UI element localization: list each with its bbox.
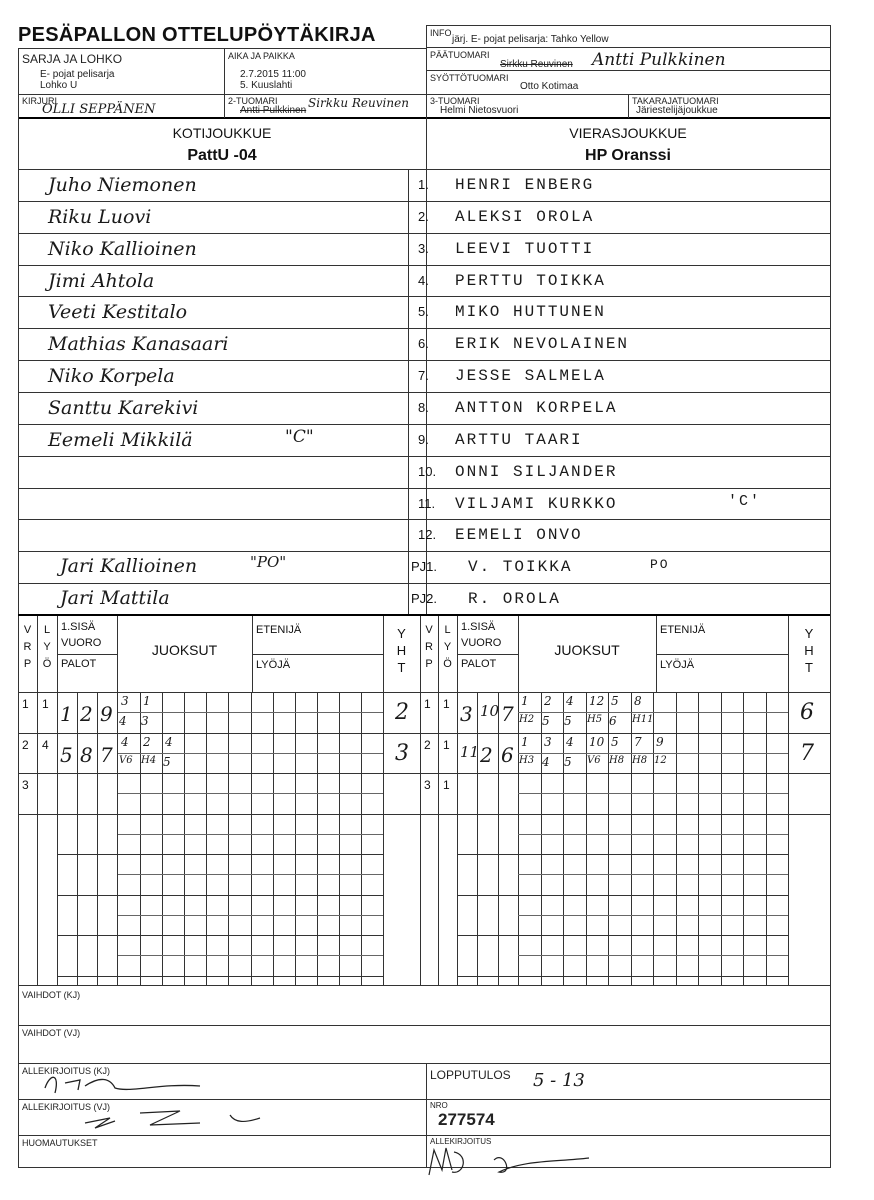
away-run-bottom: H8 <box>609 755 625 766</box>
home-period-number: 1 <box>22 697 29 711</box>
takarajatuomari-value: Järiestelijäjoukkue <box>636 105 718 116</box>
home-hdr-yht-3: T <box>397 660 406 675</box>
row-number: 6. <box>418 336 429 351</box>
away-run-top: 1 <box>521 694 529 708</box>
home-captain-mark: "C" <box>285 427 314 447</box>
home-player: Jimi Ahtola <box>48 270 155 292</box>
away-hdr-l: L <box>444 624 451 636</box>
away-hdr-sisa2: VUORO <box>461 637 502 649</box>
allekirjoitus-kj-label: ALLEKIRJOITUS (KJ) <box>22 1066 111 1076</box>
home-hdr-lyoja: LYÖJÄ <box>256 659 291 671</box>
away-hdr-yht-3: T <box>805 660 813 675</box>
away-hdr-juoksut: JUOKSUT <box>554 642 620 658</box>
away-player: LEEVI TUOTTI <box>455 240 595 258</box>
home-hdr-juoksut: JUOKSUT <box>151 642 218 658</box>
away-team-name: HP Oranssi <box>585 147 671 164</box>
sarja-value-2: Lohko U <box>40 80 78 91</box>
lopputulos-value: 5 - 13 <box>533 1070 585 1091</box>
lopputulos-label: LOPPUTULOS <box>430 1068 511 1082</box>
row-number: 11. <box>418 496 436 511</box>
home-player: Mathias Kanasaari <box>48 333 229 355</box>
home-hdr-etenija: ETENIJÄ <box>256 624 302 636</box>
aika-label: AIKA JA PAIKKA <box>228 51 295 61</box>
tuomari2-handwritten: Sirkku Reuvinen <box>308 96 409 110</box>
home-run-top: 4 <box>121 735 129 749</box>
home-run-bottom: 4 <box>119 714 127 728</box>
row-number: 2. <box>418 209 429 224</box>
row-number: PJ1. <box>411 559 438 574</box>
kirjuri-label: KIRJURI <box>22 96 58 106</box>
home-player: Veeti Kestitalo <box>48 301 188 323</box>
home-palo: 8 <box>80 743 93 767</box>
away-run-bottom: H11 <box>632 714 654 725</box>
home-period-number: 3 <box>22 778 29 792</box>
home-player: Santtu Karekivi <box>48 397 199 419</box>
away-hdr-sisa1: 1.SISÄ <box>461 621 496 633</box>
home-period-lyo: 4 <box>42 738 49 752</box>
vaihdot-kj-label: VAIHDOT (KJ) <box>22 990 81 1000</box>
takarajatuomari-label: TAKARAJATUOMARI <box>632 96 719 106</box>
away-run-bottom: H8 <box>632 755 648 766</box>
home-palo: 7 <box>100 743 113 767</box>
home-player: Eemeli Mikkilä <box>48 429 193 451</box>
home-run-top: 1 <box>143 694 151 708</box>
signature-official <box>424 1140 604 1180</box>
away-hdr-v: V <box>425 624 433 636</box>
paatuomari-handwritten: Antti Pulkkinen <box>592 50 726 70</box>
row-number: 1. <box>418 177 429 192</box>
row-number: 12. <box>418 527 437 542</box>
kirjuri-handwritten: OLLI SEPPÄNEN <box>42 102 156 117</box>
away-period-lyo: 1 <box>443 778 450 792</box>
away-hdr-r: R <box>425 641 433 653</box>
away-run-bottom: 5 <box>564 714 572 728</box>
syottotuomari-value: Otto Kotimaa <box>520 81 579 92</box>
away-period-total: 7 <box>800 741 814 766</box>
row-number: 4. <box>418 273 429 288</box>
home-run-bottom: H4 <box>141 755 157 766</box>
away-coach-1-mark: PO <box>650 557 670 572</box>
home-palo: 9 <box>100 702 113 726</box>
away-player: EEMELI ONVO <box>455 526 583 544</box>
away-run-bottom: V6 <box>587 755 601 766</box>
away-palo: 3 <box>460 702 473 726</box>
away-player: JESSE SALMELA <box>455 367 606 385</box>
huomautukset-label: HUOMAUTUKSET <box>22 1138 98 1148</box>
aika-value-1: 2.7.2015 11:00 <box>240 69 306 80</box>
home-hdr-yht-2: H <box>396 643 407 658</box>
home-run-bottom: V6 <box>119 755 133 766</box>
away-period-total: 6 <box>800 700 814 725</box>
away-hdr-yht-2: H <box>804 643 814 658</box>
home-run-top: 2 <box>143 735 151 749</box>
home-coach-1-mark: "PO" <box>250 553 287 571</box>
signature-vj <box>80 1103 280 1133</box>
row-number: 10. <box>418 464 437 479</box>
away-player: PERTTU TOIKKA <box>455 272 606 290</box>
away-player: HENRI ENBERG <box>455 176 595 194</box>
away-period-number: 2 <box>424 738 431 752</box>
row-number: 9. <box>418 432 429 447</box>
away-player: ERIK NEVOLAINEN <box>455 335 630 353</box>
away-hdr-p: P <box>425 658 433 670</box>
row-number: 7. <box>418 368 429 383</box>
home-run-bottom: 5 <box>163 755 171 769</box>
row-number: 3. <box>418 241 429 256</box>
away-run-top: 5 <box>611 694 619 708</box>
away-player: ONNI SILJANDER <box>455 463 618 481</box>
aika-value-2: 5. Kuuslahti <box>240 80 293 91</box>
nro-label: NRO <box>430 1101 448 1110</box>
home-run-bottom: 3 <box>141 714 149 728</box>
row-number: 5. <box>418 304 429 319</box>
home-palo: 1 <box>60 702 73 726</box>
away-captain-mark: 'C' <box>728 493 762 510</box>
home-hdr-l: L <box>43 624 51 636</box>
home-palo: 2 <box>80 702 93 726</box>
away-run-top: 9 <box>656 735 664 749</box>
form-title: PESÄPALLON OTTELUPÖYTÄKIRJA <box>18 24 376 46</box>
away-run-bottom: H2 <box>519 714 535 725</box>
home-team-name: PattU -04 <box>187 147 257 164</box>
away-hdr-palot: PALOT <box>461 658 497 670</box>
away-player: ARTTU TAARI <box>455 431 583 449</box>
away-run-top: 3 <box>544 735 552 749</box>
away-player: MIKO HUTTUNEN <box>455 303 606 321</box>
home-hdr-v: V <box>23 624 32 636</box>
away-run-top: 5 <box>611 735 619 749</box>
away-run-bottom: 5 <box>542 714 550 728</box>
tuomari2-value: Antti Pulkkinen <box>240 105 307 116</box>
away-palo: 11 <box>460 743 480 761</box>
away-coach-1: V. TOIKKA <box>468 558 573 576</box>
home-run-top: 3 <box>121 694 129 708</box>
vaihdot-vj-label: VAIHDOT (VJ) <box>22 1028 81 1038</box>
away-player: ANTTON KORPELA <box>455 399 618 417</box>
away-hdr-y: Y <box>443 641 452 653</box>
home-hdr-p: P <box>23 658 32 670</box>
away-run-top: 1 <box>521 735 529 749</box>
home-player: Niko Kallioinen <box>48 238 197 260</box>
home-palo: 5 <box>60 743 73 767</box>
away-run-bottom: 4 <box>542 755 550 769</box>
away-run-top: 7 <box>634 735 642 749</box>
away-hdr-lyoja: LYÖJÄ <box>660 659 695 671</box>
away-run-top: 4 <box>566 694 574 708</box>
allekirjoitus-label: ALLEKIRJOITUS <box>430 1137 492 1146</box>
paatuomari-value: Sirkku Reuvinen <box>500 59 573 70</box>
tuomari3-label: 3-TUOMARI <box>430 96 480 106</box>
away-run-top: 10 <box>589 735 605 749</box>
away-run-bottom: 5 <box>564 755 572 769</box>
home-hdr-yht-1: Y <box>397 626 406 641</box>
away-palo: 6 <box>501 743 514 767</box>
away-period-number: 1 <box>424 697 431 711</box>
away-run-top: 12 <box>589 694 605 708</box>
away-palo: 7 <box>501 702 514 726</box>
home-player: Niko Korpela <box>48 365 175 387</box>
home-hdr-y: Y <box>43 641 51 653</box>
home-coach-2: Jari Mattila <box>60 587 170 609</box>
away-player: ALEKSI OROLA <box>455 208 595 226</box>
away-run-bottom: 12 <box>654 755 667 766</box>
home-hdr-r: R <box>23 641 32 653</box>
info-value: järj. E- pojat pelisarja: Tahko Yellow <box>452 34 609 45</box>
home-period-total: 2 <box>395 700 409 725</box>
tuomari3-value: Helmi Nietosvuori <box>440 105 519 116</box>
away-run-top: 8 <box>634 694 642 708</box>
away-run-bottom: 6 <box>609 714 617 728</box>
away-coach-2: R. OROLA <box>468 590 561 608</box>
away-period-number: 3 <box>424 778 431 792</box>
away-hdr-etenija: ETENIJÄ <box>660 624 706 636</box>
away-period-lyo: 1 <box>443 697 450 711</box>
nro-value: 277574 <box>438 1110 495 1129</box>
away-hdr-o: Ö <box>443 658 452 670</box>
home-hdr-sisa1: 1.SISÄ <box>61 621 96 633</box>
tuomari2-label: 2-TUOMARI <box>228 96 278 106</box>
home-period-number: 2 <box>22 738 29 752</box>
away-player: VILJAMI KURKKO <box>455 495 618 513</box>
row-number: PJ2. <box>411 591 438 606</box>
away-run-bottom: H3 <box>519 755 535 766</box>
signature-kj <box>40 1068 220 1098</box>
away-hdr-yht-1: Y <box>804 626 814 641</box>
home-period-lyo: 1 <box>42 697 49 711</box>
info-label: INFO <box>430 28 452 38</box>
away-run-top: 4 <box>566 735 574 749</box>
paatuomari-label: PÄÄTUOMARI <box>430 50 490 60</box>
allekirjoitus-vj-label: ALLEKIRJOITUS (VJ) <box>22 1102 111 1112</box>
row-number: 8. <box>418 400 429 415</box>
away-run-bottom: H5 <box>587 714 603 725</box>
away-run-top: 2 <box>544 694 552 708</box>
syottotuomari-label: SYÖTTÖTUOMARI <box>430 73 509 83</box>
home-period-total: 3 <box>395 741 409 766</box>
away-period-lyo: 1 <box>443 738 450 752</box>
away-palo: 10 <box>480 702 500 720</box>
sarja-value-1: E- pojat pelisarja <box>40 69 115 80</box>
home-team-header: KOTIJOUKKUE <box>172 125 272 141</box>
sarja-label: SARJA JA LOHKO <box>22 52 123 66</box>
away-palo: 2 <box>480 743 493 767</box>
home-hdr-sisa2: VUORO <box>61 637 102 649</box>
home-hdr-o: Ö <box>42 658 52 670</box>
home-hdr-palot: PALOT <box>61 658 97 670</box>
away-team-header: VIERASJOUKKUE <box>569 125 687 141</box>
home-coach-1: Jari Kallioinen <box>60 555 198 577</box>
home-player: Juho Niemonen <box>48 174 197 196</box>
home-run-top: 4 <box>165 735 173 749</box>
home-player: Riku Luovi <box>48 206 152 228</box>
